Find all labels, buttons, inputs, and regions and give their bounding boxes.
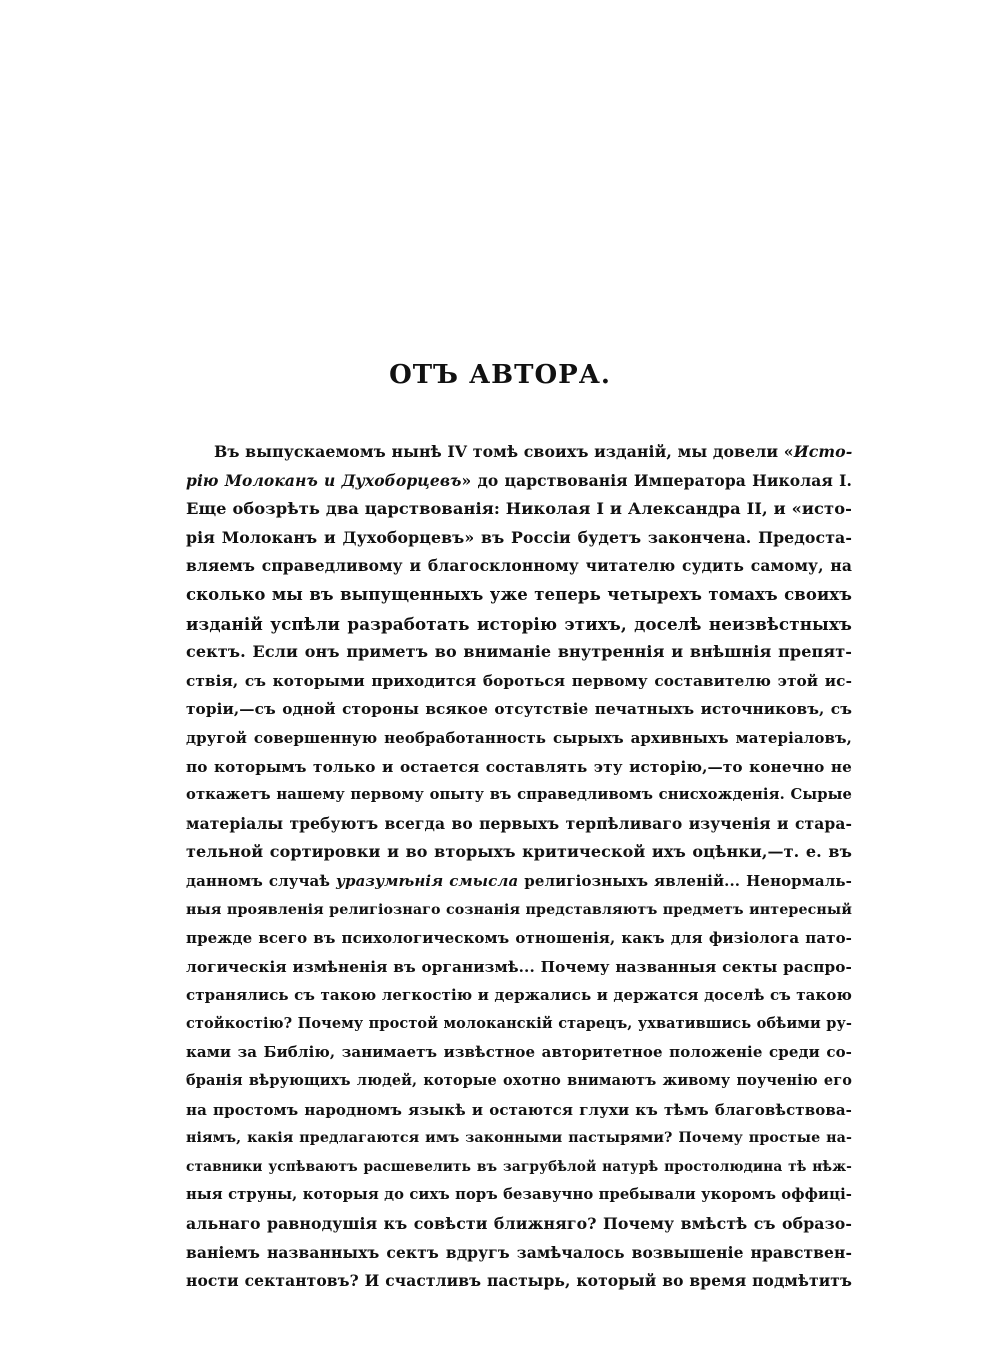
text-span: торіи,—съ одной стороны всякое отсутствіе печатныхъ источниковъ, съ [186,700,852,719]
text-span: сектъ. Если онъ приметъ во вниманіе внутреннія и внѣшнія препят- [186,642,852,662]
text-span: матеріалы требуютъ всегда во первыхъ терпѣливаго изученія и стара- [186,813,852,833]
text-line [186,1153,852,1182]
text-span: » до царствованія Императора Николая I. [461,470,852,490]
text-span: ніямъ, какія предлагаются имъ законными пастырями? Почему простые на- [186,1130,852,1147]
text-span: ныя струны, которыя до сихъ поръ безавучно пребывали укоромъ оффиці- [186,1186,852,1204]
text-line [186,924,852,953]
text-line [186,638,852,667]
text-line [186,1239,852,1268]
text-line [186,467,852,496]
text-span: странялись съ такою легкостію и держались и держатся доселѣ съ такою [186,986,852,1005]
text-span: ности сектантовъ? И счастливъ пастырь, который во время подмѣтитъ [186,1271,852,1291]
italic-text-span: Исто- [793,442,853,461]
text-line [186,610,852,639]
italic-text-span: уразумѣнія смысла [335,871,519,890]
text-span: откажетъ нашему первому опыту въ справедливомъ снисхожденія. Сырые [186,786,852,804]
text-line [186,1210,852,1239]
text-span: ныя проявленія религіознаго сознанія представляютъ предметъ интересный [186,901,852,918]
text-line [186,1010,852,1039]
text-span: на простомъ народномъ языкѣ и остаются глухи къ тѣмъ благовѣствова- [186,1100,852,1119]
text-line [186,524,852,553]
text-line [186,1067,852,1096]
text-span: по которымъ только и остается составлять эту исторію,—то конечно не [186,757,852,776]
text-span: другой совершенную необработанность сырыхъ архивныхъ матеріаловъ, [186,728,852,747]
text-line [186,438,852,467]
text-span: бранія вѣрующихъ людей, которые охотно внимаютъ живому поученію его [186,1072,852,1090]
text-line [186,495,852,524]
text-line [186,810,852,839]
text-line [186,667,852,696]
text-line [186,867,852,896]
text-line [186,1181,852,1210]
text-span: рія Молоканъ и Духоборцевъ» въ Россіи будетъ закончена. Предоста- [186,527,852,547]
page-heading: ОТЪ АВТОРА. [389,360,611,390]
text-line [186,1267,852,1296]
text-line [186,781,852,810]
text-span: стойкостію? Почему простой молоканскій старецъ, ухватившись обѣими ру- [186,1014,852,1032]
italic-text-span: рію Молоканъ и Духоборцевъ [186,470,462,490]
text-span: религіозныхъ явленій... Ненормаль- [518,871,852,890]
text-line [186,981,852,1010]
text-span: данномъ случаѣ [186,871,336,890]
text-line [186,1124,852,1153]
text-line [186,953,852,982]
text-span: Еще обозрѣть два царствованія: Николая I и Александра II, и «исто- [186,499,852,519]
text-span: тельной сортировки и во вторыхъ критической ихъ оцѣнки,—т. е. въ [186,842,852,862]
text-span: ваніемъ названныхъ сектъ вдругъ замѣчалось возвышеніе нравствен- [186,1242,852,1262]
text-line [186,838,852,867]
text-line [186,724,852,753]
text-span: изданій успѣли разработать исторію этихъ, доселѣ неизвѣстныхъ [186,613,852,634]
text-span: ставники успѣваютъ расшевелить въ загрубѣлой натурѣ простолюдина тѣ нѣж- [186,1158,852,1175]
text-span: ками за Библію, занимаетъ извѣстное авторитетное положеніе среди со- [186,1043,852,1062]
text-span: вляемъ справедливому и благосклонному читателю судить самому, на [186,556,852,576]
text-line [186,896,852,925]
text-line [186,753,852,782]
text-span: сколько мы въ выпущенныхъ уже теперь четырехъ томахъ своихъ [186,584,852,604]
text-span: альнаго равнодушія къ совѣсти ближняго? Почему вмѣстѣ съ образо- [186,1214,852,1234]
text-line [186,695,852,724]
text-line [186,552,852,581]
body-paragraph [186,438,852,1296]
text-line [186,1038,852,1067]
text-line [186,581,852,610]
text-span: ствія, съ которыми приходится бороться первому составителю этой ис- [186,671,852,690]
text-line [186,1096,852,1125]
text-span: логическія измѣненія въ организмѣ... Почему названныя секты распро- [186,957,852,976]
text-span: Въ выпускаемомъ нынѣ IV томѣ своихъ изданій, мы довели « [214,442,794,461]
text-span: прежде всего въ психологическомъ отношенія, какъ для физіолога пато- [186,929,852,948]
